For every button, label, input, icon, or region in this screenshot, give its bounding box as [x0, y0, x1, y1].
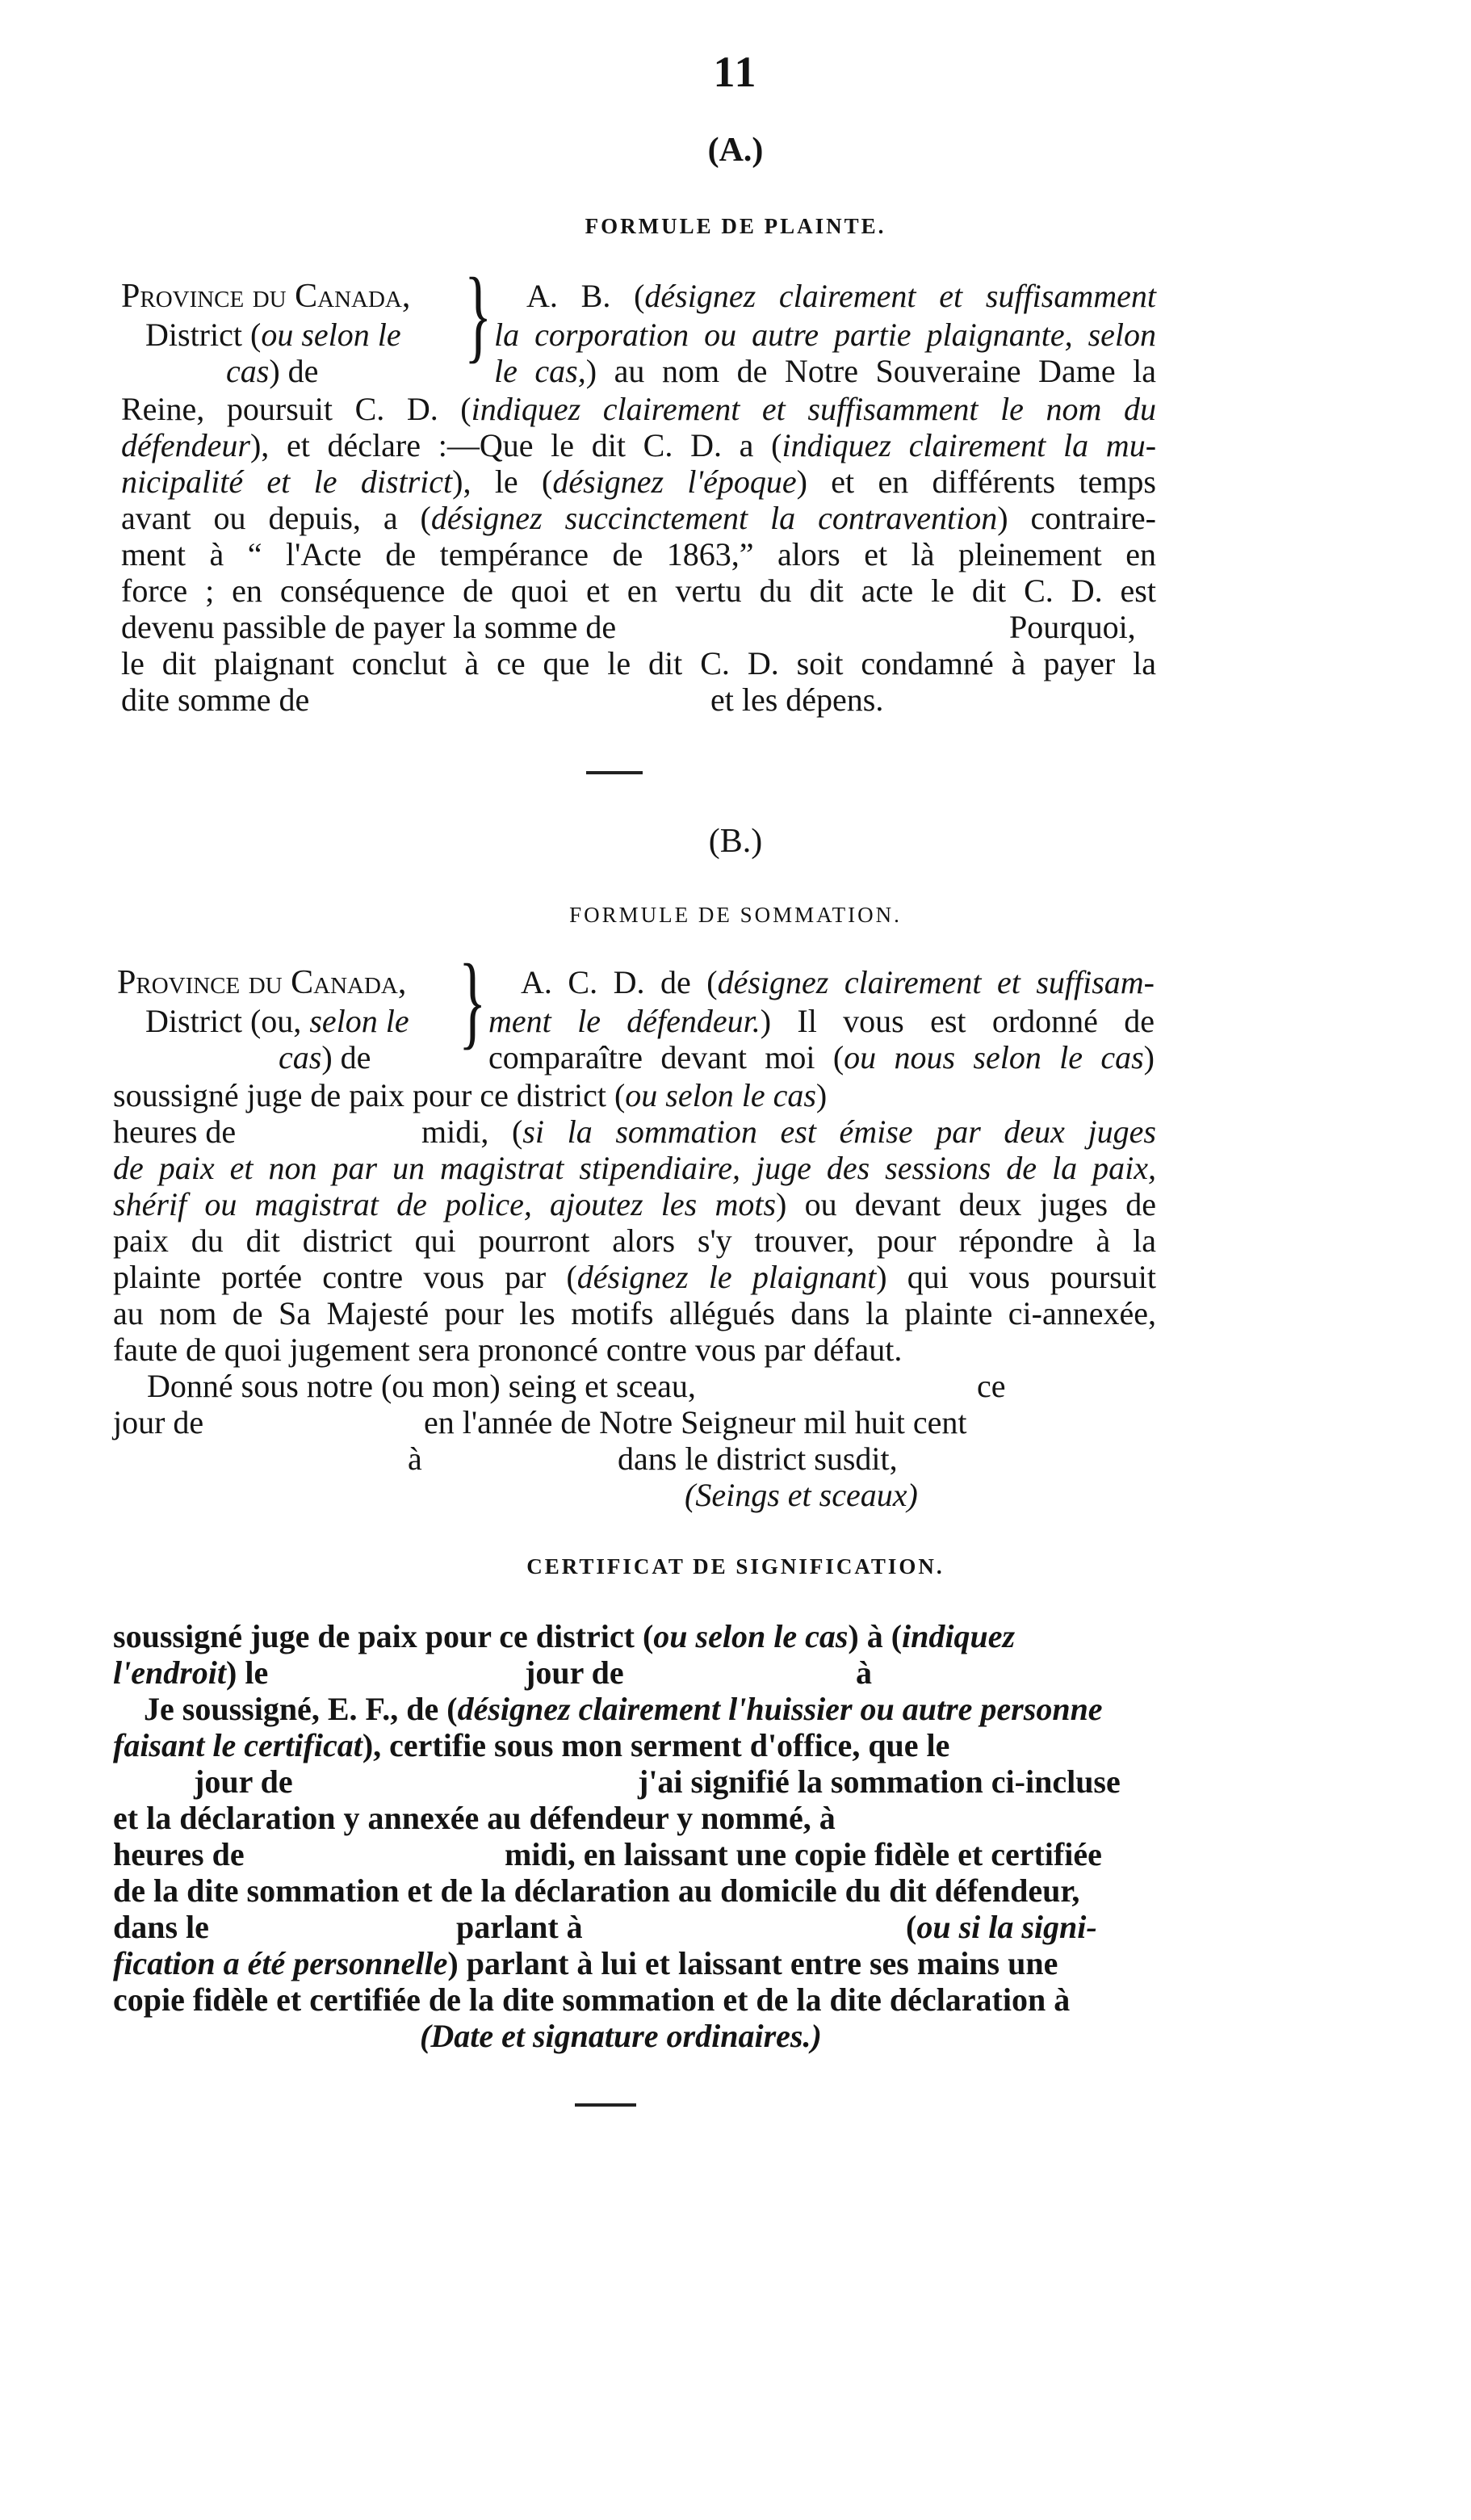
cert-line-2c: jour de [525, 1654, 624, 1691]
form-b-line-12a: Donné sous notre (ou mon) seing et sceau, [147, 1368, 696, 1404]
form-a-line-6: nicipalité et le district), le (désignez l'époque) et en différents temps [121, 463, 1156, 500]
cert-line-4: faisant le certificat), certifie sous mon serment d'office, que le [113, 1727, 950, 1763]
section-divider-2 [575, 2103, 636, 2107]
form-b-brace: } [459, 943, 487, 1059]
form-b-mark: (B.) [708, 823, 763, 860]
cert-line-5a: jour de [194, 1763, 293, 1800]
form-b-signatures: (Seings et sceaux) [685, 1477, 918, 1513]
form-a-line-10b: Pourquoi, [1009, 609, 1136, 645]
form-b-line-5a: heures de [113, 1113, 237, 1150]
form-b-line-11: faute de quoi jugement sera prononcé contre vous par défaut. [113, 1331, 903, 1368]
cert-line-11: copie fidèle et certifiée de la dite sommation et de la dite déclaration à [113, 1981, 1071, 2018]
form-b-line-4: soussigné juge de paix pour ce district (ou selon le cas) [113, 1077, 828, 1113]
cert-line-6: et la déclaration y annexée au défendeur y nommé, à [113, 1800, 836, 1836]
form-b-line-7: shérif ou magistrat de police, ajoutez les mots) ou devant deux juges de [113, 1186, 1156, 1222]
form-a-right-1: A. B. (désignez clairement et suffisamment [526, 278, 1156, 314]
form-a-line-5: défendeur), et déclare :—Que le dit C. D. a (indiquez clairement la mu- [121, 427, 1157, 463]
form-a-brace: } [464, 257, 492, 373]
form-a-line-11: le dit plaignant conclut à ce que le dit C. D. soit condamné à payer la [121, 645, 1156, 681]
cert-line-10: fication a été personnelle) parlant à lui et laissant entre ses mains une [113, 1945, 1058, 1981]
form-b-line-12b: ce [977, 1368, 1006, 1404]
form-a-right-3: le cas,) au nom de Notre Souveraine Dame la [494, 353, 1156, 389]
form-a-district: District (ou selon le [145, 317, 401, 353]
form-b-line-14b: dans le district susdit, [618, 1440, 898, 1477]
cert-signature: (Date et signature ordinaires.) [420, 2018, 822, 2054]
certificat-title: CERTIFICAT DE SIGNIFICATION. [526, 1554, 945, 1579]
form-a-mark: (A.) [707, 132, 764, 169]
form-a-line-4: Reine, poursuit C. D. (indiquez clairement et suffisamment le nom du [121, 391, 1156, 427]
cert-line-9a: dans le [113, 1909, 209, 1945]
form-b-right-2: ment le défendeur.) Il vous est ordonné de [488, 1003, 1155, 1039]
section-divider-1 [586, 771, 643, 774]
form-b-line-10: au nom de Sa Majesté pour les motifs allégués dans la plainte ci-annexée, [113, 1295, 1156, 1331]
form-a-title: FORMULE DE PLAINTE. [585, 214, 886, 238]
form-b-line-6: de paix et non par un magistrat stipendiaire, juge des sessions de la paix, [113, 1150, 1156, 1186]
cert-line-7b: midi, en laissant une copie fidèle et certifiée [505, 1836, 1102, 1872]
form-b-province: Province du Canada, [117, 964, 407, 1001]
form-a-line-8: ment à “ l'Acte de tempérance de 1863,” alors et là pleinement en [121, 536, 1156, 572]
form-b-line-13b: en l'année de Notre Seigneur mil huit cent [424, 1404, 967, 1440]
cert-line-1: soussigné juge de paix pour ce district (ou selon le cas) à (indiquez [113, 1618, 1016, 1654]
cert-line-8: de la dite sommation et de la déclaration au domicile du dit défendeur, [113, 1872, 1080, 1909]
form-b-right-1: A. C. D. de (désignez clairement et suffisam- [521, 964, 1155, 1000]
cert-line-5b: j'ai signifié la sommation ci-incluse [638, 1763, 1121, 1800]
form-b-district: District (ou, selon le [145, 1003, 409, 1039]
cert-line-9c: (ou si la signi- [906, 1909, 1097, 1945]
form-b-title: FORMULE DE SOMMATION. [569, 903, 902, 927]
form-a-line-9: force ; en conséquence de quoi et en vertu du dit acte le dit C. D. est [121, 572, 1156, 609]
cert-line-7a: heures de [113, 1836, 245, 1872]
form-b-line-9: plainte portée contre vous par (désignez le plaignant) qui vous poursuit [113, 1259, 1156, 1295]
form-a-line-10a: devenu passible de payer la somme de [121, 609, 617, 645]
cert-line-2a: l'endroit) le [113, 1654, 269, 1691]
form-b-cas: cas) de [279, 1039, 371, 1076]
form-a-right-2: la corporation ou autre partie plaignante, selon [494, 317, 1156, 353]
form-b-line-8: paix du dit district qui pourront alors s'y trouver, pour répondre à la [113, 1222, 1156, 1259]
cert-line-2d: à [856, 1654, 872, 1691]
form-b-line-13a: jour de [113, 1404, 204, 1440]
cert-line-3: Je soussigné, E. F., de (désignez clairement l'huissier ou autre personne [144, 1691, 1103, 1727]
form-b-right-3: comparaître devant moi (ou nous selon le cas) [488, 1039, 1155, 1076]
form-b-line-5b: midi, (si la sommation est émise par deux juges [421, 1113, 1156, 1150]
page-number: 11 [713, 48, 758, 96]
form-a-province: Province du Canada, [121, 278, 411, 315]
form-b-line-14a: à [408, 1440, 422, 1477]
cert-line-9b: parlant à [456, 1909, 583, 1945]
form-a-line-12b: et les dépens. [710, 681, 884, 718]
form-a-line-12a: dite somme de [121, 681, 310, 718]
form-a-line-7: avant ou depuis, a (désignez succinctement la contravention) contraire- [121, 500, 1156, 536]
form-a-cas: cas) de [226, 353, 319, 389]
